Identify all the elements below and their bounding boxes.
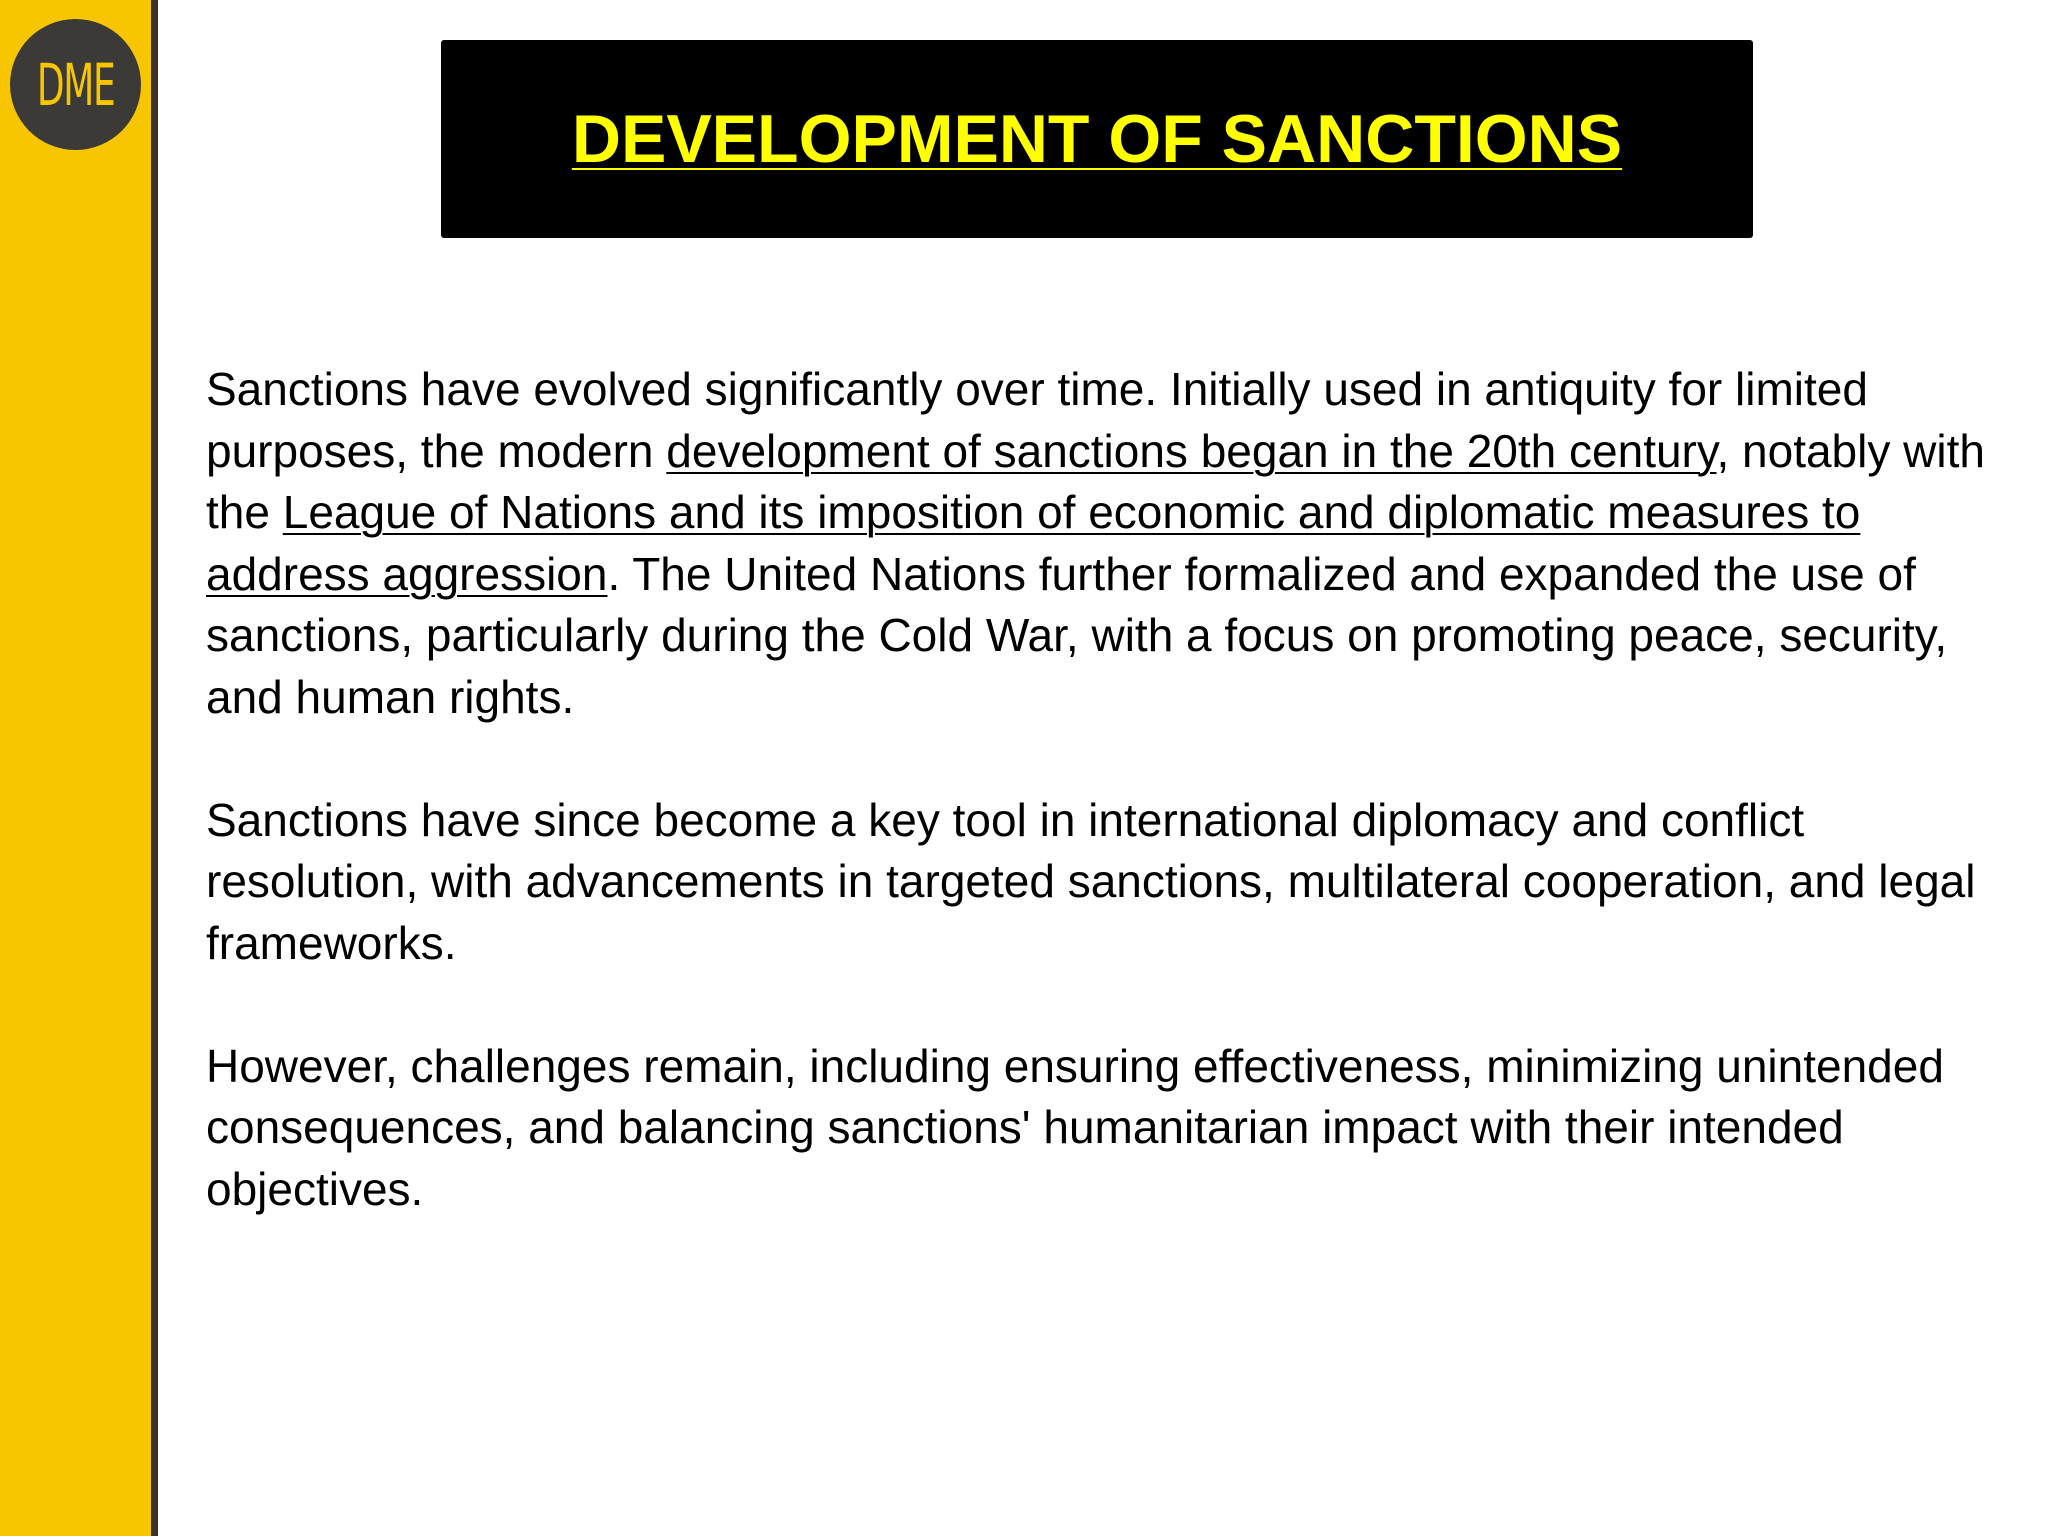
- paragraph-1: [206, 359, 2006, 728]
- dme-logo-icon: [10, 19, 141, 150]
- paragraph-1-underlined-phrase-1: development of sanctions began in the 20th century: [666, 424, 1717, 477]
- slide-title: DEVELOPMENT OF SANCTIONS: [571, 101, 1623, 177]
- side-band: [0, 0, 151, 1536]
- paragraph-1-text-b: , notably with the: [206, 424, 1985, 538]
- paragraph-1-underlined-phrase-2: League of Nations and its imposition of economic and diplomatic measures to address aggression: [206, 486, 1861, 600]
- side-band-edge: [151, 0, 158, 1536]
- paragraph-3: However, challenges remain, including ensuring effectiveness, minimizing unintended consequences, and balancing sanctions' humanitarian impact with their intended objectives.: [206, 1039, 1944, 1215]
- slide-body: [206, 359, 2006, 1282]
- paragraph-1-text-c: . The United Nations further formalized and expanded the use of sanctions, particularly during the Cold War, with a focus on promoting peace, security, and human rights.: [206, 547, 1948, 723]
- title-bar: [441, 40, 1753, 238]
- logo-text: DME: [36, 50, 115, 119]
- paragraph-2: Sanctions have since become a key tool in international diplomacy and conflict resolution, with advancements in targeted sanctions, multilateral cooperation, and legal frameworks.: [206, 793, 1976, 969]
- paragraph-1-text-a: Sanctions have evolved significantly over time. Initially used in antiquity for limited purposes, the modern: [206, 363, 1868, 477]
